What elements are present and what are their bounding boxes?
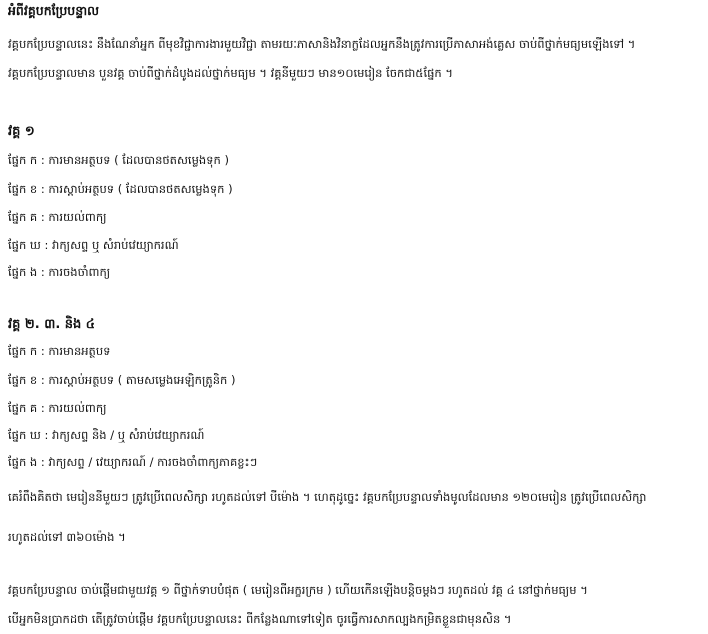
- intro-paragraph-line: វគ្គបកប្រែបន្ទាលនេះ នឹងណែនាំអ្នក ពីមុខវិជ្ជាការងារមួយវិជ្ជា តាមរយៈភាសានិងវិនាក្លដែលអ្នកនឹងត្រូវការប្រើភាសាអង់គ្លេស ចាប់ពីថ្នាក់មធ្យមឡើងទៅ ។: [8, 37, 636, 51]
- section-heading: វគ្គ ១: [8, 124, 35, 139]
- section-list-item: ផ្នែក ឃ : វាក្យសព្ទ ឬ សំរាប់វេយ្យាករណ៍: [8, 238, 179, 252]
- section-list-item: ផ្នែក គ : ការយល់ពាក្យ: [8, 210, 107, 224]
- section-list-item: ផ្នែក ខ : ការស្តាប់អត្ថបទ ( ដែលបានថតសម្លេងទុក ): [8, 182, 233, 196]
- page-title: អំពីវគ្គបកប្រែបន្ទាល: [8, 3, 100, 18]
- outro-paragraph-line: បើអ្នកមិនប្រាកដថា តើត្រូវចាប់ផ្តើម វគ្គបកប្រែបន្ទាលនេះ ពីកន្លែងណាទៅទៀត ចូរធ្វើការសាកល្បងកម្រិតខ្លួនជាមុនសិន ។: [8, 612, 512, 626]
- section-heading: វគ្គ ២. ៣. និង ៤: [8, 317, 96, 332]
- section-list-item: ផ្នែក ក : ការមានអត្ថបទ ( ដែលបានថតសម្លេងទុក ): [8, 153, 229, 167]
- section-list-item: ផ្នែក ក : ការមានអត្ថបទ: [8, 344, 111, 358]
- section-list-item: ផ្នែក គ : ការយល់ពាក្យ: [8, 401, 107, 415]
- section-list-item: ផ្នែក ង : វាក្យសព្ទ / វេយ្យាករណ៍ / ការចងចាំពាក្យភាគខ្លះៗ: [8, 455, 258, 469]
- outro-paragraph-line: គេរំពឹងគិតថា មេរៀននីមួយៗ ត្រូវប្រើពេលសិក្សា រហូតដល់ទៅ បីម៉ោង ។ ហេតុដូច្នេះ វគ្គបកប្រែបន្ទាលទាំងមូលដែលមាន ១២០មេរៀន ត្រូវប្រើពេលសិក្សា: [8, 490, 647, 504]
- outro-paragraph-line: រហូតដល់ទៅ ៣៦០ម៉ោង ។: [8, 530, 126, 544]
- outro-paragraph-line: វគ្គបកប្រែបន្ទាល ចាប់ផ្តើមជាមួយវគ្គ ១ ពីថ្នាក់ទាបបំផុត ( មេរៀនពីអក្ខរក្រម ) ហើយកើនឡើងបន្តិចម្តងៗ រហូតដល់ វគ្គ ៤ នៅថ្នាក់មធ្យម ។: [8, 583, 588, 597]
- section-list-item: ផ្នែក ខ : ការស្តាប់អត្ថបទ ( តាមសម្លេងអេឡិកត្រូនិក ): [8, 373, 236, 387]
- section-list-item: ផ្នែក ង : ការចងចាំពាក្យ: [8, 265, 111, 279]
- intro-paragraph-line: វគ្គបកប្រែបន្ទាលមាន បួនវគ្គ ចាប់ពីថ្នាក់ដំបូងដល់ថ្នាក់មធ្យម ។ វគ្គនីមួយៗ មាន១០មេរៀន ចែកជា៥ផ្នែក ។: [8, 66, 453, 80]
- section-list-item: ផ្នែក ឃ : វាក្យសព្ទ និង / ឬ សំរាប់វេយ្យាករណ៍: [8, 428, 205, 442]
